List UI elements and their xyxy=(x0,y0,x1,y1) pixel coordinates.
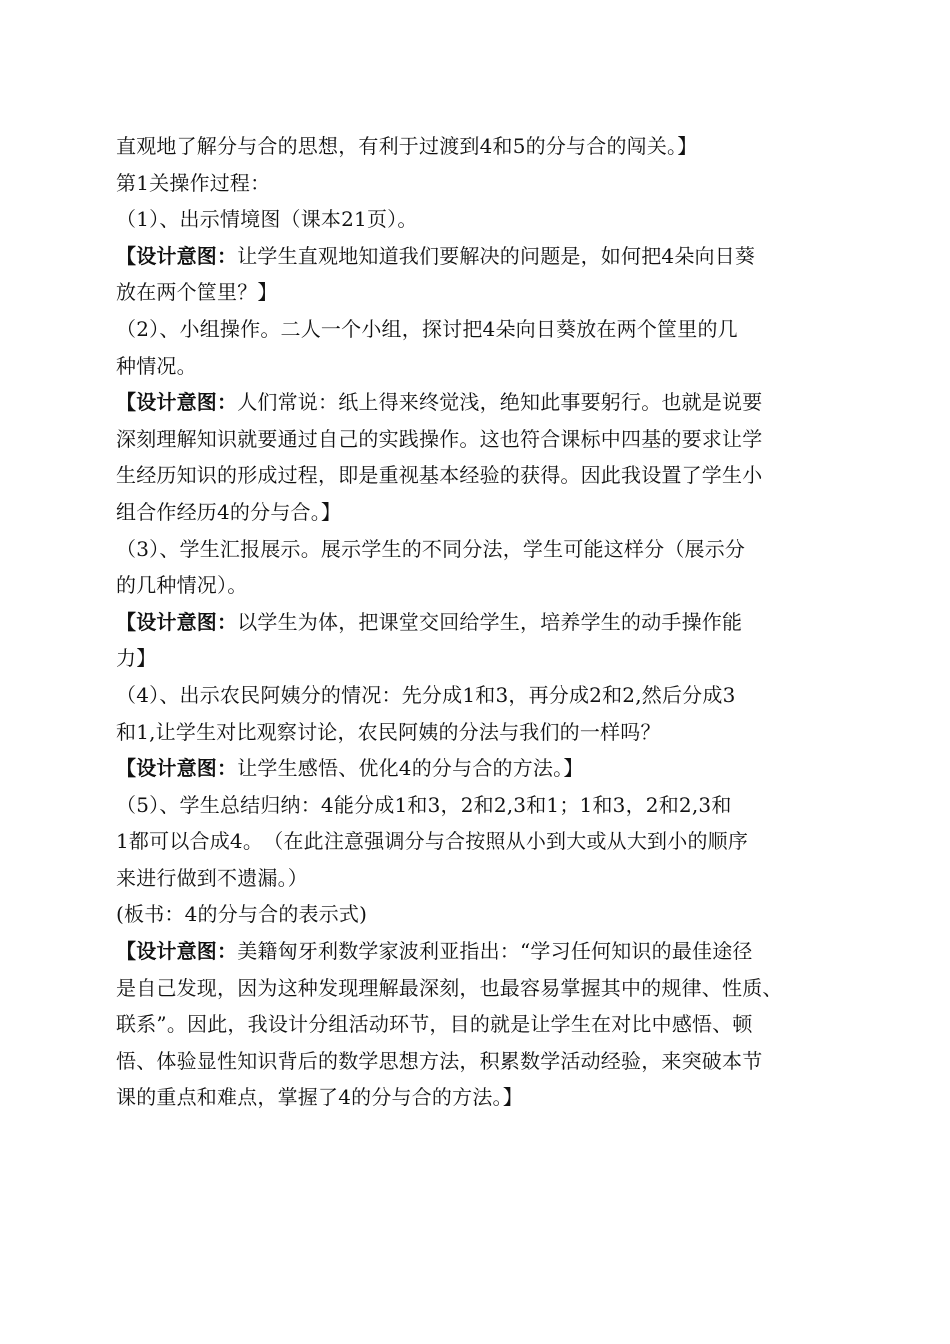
line-text: （1）、出示情境图（课本21页）。 xyxy=(116,207,418,232)
design-intent-label: 【设计意图： xyxy=(116,390,238,415)
line-text: 组合作经历4的分与合。】 xyxy=(116,499,342,524)
line-text: 是自己发现，因为这种发现理解最深刻，也最容易掌握其中的规律、性质、 xyxy=(116,975,783,1000)
line-text: 以学生为体，把课堂交回给学生，培养学生的动手操作能 xyxy=(237,609,743,634)
design-intent-label: 【设计意图： xyxy=(116,609,238,634)
text-line-5 xyxy=(116,274,836,311)
line-text: 1都可以合成4。 （在此注意强调分与合按照从小到大或从大到小的顺序 xyxy=(116,829,749,854)
line-text: 深刻理解知识就要通过自己的实践操作。这也符合课标中四基的要求让学 xyxy=(116,426,763,451)
text-line-24 xyxy=(116,970,836,1007)
line-text: 来进行做到不遗漏。） xyxy=(116,865,308,890)
text-line-3 xyxy=(116,201,836,238)
text-line-16 xyxy=(116,677,836,714)
design-intent-line-4 xyxy=(116,750,836,787)
design-intent-line-1 xyxy=(116,238,836,275)
line-text: 放在两个筐里？】 xyxy=(116,280,278,305)
text-line-22 xyxy=(116,896,836,933)
text-line-17 xyxy=(116,714,836,751)
line-text: 人们常说：纸上得来终觉浅，绝知此事要躬行。也就是说要 xyxy=(237,390,763,415)
line-text: （5）、学生总结归纳：4能分成1和3，2和2,3和1；1和3，2和2,3和 xyxy=(116,792,732,817)
line-text: 直观地了解分与合的思想，有利于过渡到4和5的分与合的闯关。】 xyxy=(116,134,698,158)
line-text: 的几种情况）。 xyxy=(116,573,248,598)
document-body xyxy=(116,128,836,1116)
text-line-11 xyxy=(116,494,836,531)
text-line-25 xyxy=(116,1006,836,1043)
design-intent-line-5 xyxy=(116,933,836,970)
text-line-26 xyxy=(116,1043,836,1080)
line-text: 悟、体验显性知识背后的数学思想方法，积累数学活动经验，来突破本节 xyxy=(116,1048,763,1073)
line-text: (板书：4的分与合的表示式) xyxy=(116,902,368,927)
text-line-2 xyxy=(116,165,836,202)
text-line-7 xyxy=(116,348,836,385)
design-intent-line-2 xyxy=(116,384,836,421)
line-text: （2）、小组操作。二人一个小组，探讨把4朵向日葵放在两个筐里的几 xyxy=(116,316,738,341)
line-text: （3）、学生汇报展示。展示学生的不同分法，学生可能这样分（展示分 xyxy=(116,536,746,561)
line-text: 生经历知识的形成过程，即是重视基本经验的获得。因此我设置了学生小 xyxy=(116,463,763,488)
line-text: 美籍匈牙利数学家波利亚指出：“学习任何知识的最佳途径 xyxy=(237,939,753,964)
line-text: 让学生感悟、优化4的分与合的方法。】 xyxy=(237,756,584,781)
text-line-1 xyxy=(116,128,836,165)
line-text: 种情况。 xyxy=(116,353,197,378)
text-line-21 xyxy=(116,860,836,897)
line-text: 课的重点和难点，掌握了4的分与合的方法。】 xyxy=(116,1085,523,1110)
text-line-19 xyxy=(116,787,836,824)
text-line-10 xyxy=(116,457,836,494)
line-text: 力】 xyxy=(116,646,157,671)
text-line-15 xyxy=(116,640,836,677)
text-line-12 xyxy=(116,531,836,568)
design-intent-label: 【设计意图： xyxy=(116,243,238,268)
text-line-27 xyxy=(116,1079,836,1116)
line-text: 第1关操作过程： xyxy=(116,170,271,195)
line-text: 联系”。因此，我设计分组活动环节，目的就是让学生在对比中感悟、顿 xyxy=(116,1012,753,1037)
line-text: 让学生直观地知道我们要解决的问题是，如何把4朵向日葵 xyxy=(237,243,756,268)
design-intent-label: 【设计意图： xyxy=(116,756,238,781)
text-line-13 xyxy=(116,567,836,604)
line-text: （4）、出示农民阿姨分的情况：先分成1和3，再分成2和2,然后分成3 xyxy=(116,682,736,707)
text-line-9 xyxy=(116,421,836,458)
text-line-20 xyxy=(116,823,836,860)
line-text: 和1,让学生对比观察讨论，农民阿姨的分法与我们的一样吗？ xyxy=(116,719,661,744)
text-line-6 xyxy=(116,311,836,348)
design-intent-line-3 xyxy=(116,604,836,641)
design-intent-label: 【设计意图： xyxy=(116,939,238,964)
